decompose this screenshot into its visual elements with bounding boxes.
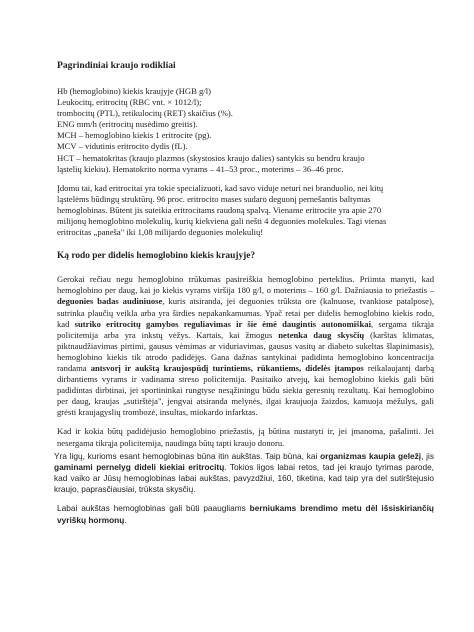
bold-phrase: netenka daug skysčių (278, 329, 365, 340)
intro-line: Įdomu tai, kad eritrocitai yra tokie specializuoti, kad savo viduje neturi nei branduolio, nei kitų (57, 182, 384, 193)
bold-phrase: gaminami pernelyg dideli kiekiai eritrocitų (54, 461, 225, 472)
intro-line: ląstelėms būdingų struktūrų. 96 proc. eritrocito mases sudaro deguonį pernešantis baltymas (57, 193, 371, 204)
intro-line: eritrocitas „paneša" iki 1,08 milijardo deguonies molekulių! (57, 227, 264, 238)
index-line: MCH – hemoglobino kiekis 1 eritrocite (pg). (57, 130, 212, 141)
cause-paragraph: Kad ir kokia būtų padidėjusio hemoglobino priežastis, ją būtina nustatyti ir, jei įmanoma, pašalinti. Jei nesergama tikrąja policitemija, naudinga būtų tapti kraujo donoru. (57, 426, 434, 448)
excess-hemoglobin-paragraph: Gerokai rečiau negu hemoglobino trūkumas pasireiškia hemoglobino perteklius. Priimta manyti, kad hemoglobino per daug, kai jo kiekis vyrams viršija 180 g/l, o moterims – 160 g/l. Dažniausia to priežastis – deguonies badas audiniuose, kuris atsiranda, jei deguonies trūksta ore (kalnuose, tvankiose patalpose), sutrinka plaučių veikla arba yra širdies nepakankamumas. Ypač retai per didelis hemoglobino kiekis rodo, kad sutriko eritrocitų gamybos reguliavimas ir šie ėmė daugintis autonomiškai, sergama tikrąja policitemija arba yra inkstų vėžys. Kartais, kai žmogus netenka daug skysčių (karštas klimatas, piktnaudžiavimas pirtimi, gausus vėmimas ar viduriavimas, gausus vasitų ar diabeto sukeltas šlapinimasis), hemoglobino kiekis tik atrodo padidėjęs. Gana dažnas santykinai padidinta hemoglobino koncentracija randama antsvorį ir aukštą kraujospūdį turintiems, rūkantiems, didelės įtampos reikalaujantį darbą dirbantiems vyrams ir vadinama streso policitemija. Pasitaiko atvejų, kai hemoglobino kiekis gali būti padidintas dirbtinai, jei sportininkai rungtyse nesąžiningu būdu siekia geresnių rezultatų. Kai hemoglobino per daug, kraujas „sutirštėja", jengvai atsiranda melynės, ilgai kraujuoja žaizdos, kamuoja mėžulys, gali grėsti kraujagyslių trombozė, insultas, miokardo infarktas. (57, 274, 435, 418)
bold-phrase: sutriko eritrocitų gamybos reguliavimas ir šie ėmė daugintis autonomiškai (74, 318, 371, 329)
intro-line: hemoglobinas. Būtent jis suteikia eritrocitams raudoną spalvą. Viename eritrocite yra apie 270 (57, 204, 382, 215)
bold-phrase: deguonies badas audiniuose (57, 296, 163, 307)
intro-line: milijonų hemoglobino molekulių, kurių kiekviena gali nešti 4 deguonies molekules. Tagi vienas (57, 216, 387, 227)
section-heading: Ką rodo per didelis hemoglobino kiekis kraujyje? (57, 251, 256, 262)
index-line: ląstelių kiekiu). Hematokrito norma vyrams – 41–53 proc., moterims – 36–46 proc. (57, 163, 344, 174)
bold-phrase: berniukams brendimo metu dėl išsiskiriančių vyriškų hormonų (57, 503, 434, 525)
index-line: Hb (hemoglobino) kiekis kraujyje (HGB g/l) (57, 86, 211, 96)
index-line: MCV – vidutinis eritrocito dydis (fL). (57, 141, 188, 152)
index-line: HCT – hematokritas (kraujo plazmos (skystosios kraujo dalies) santykis su bendru kraujo (57, 152, 365, 163)
index-line: Leukocitų, eritrocitų (RBC vnt. × 1012/l); (57, 97, 202, 108)
intro-paragraph (57, 183, 434, 238)
rare-diseases-paragraph: Yra ligų, kurioms esant hemoglobinas būna itin aukštas. Taip būna, kai organizmas kaupia geležį, jis gaminami pernelyg dideli kiekiai eritrocitų. Tokios ligos labai retos, tad jei kraujo tyrimas parode, kad vaiko ar Jūsų hemoglobinas labai aukštas, pavyzdžiui, 160, tiketina, kad taip yra del sutirštejusio kraujo, paprasčiausiai, trūksta skysčių. (54, 450, 434, 495)
document-title: Pagrindiniai kraujo rodikliai (57, 60, 176, 71)
index-line: trombocitų (PTL), retikulocitų (RET) skaičius (%). (57, 108, 233, 119)
bold-phrase: antsvorį ir aukštą kraujospūdį turintiems, rūkantiems, didelės įtampos (90, 362, 364, 373)
index-line: ENG mm/h (eritrocitų nusėdimo greitis). (57, 119, 198, 130)
bold-phrase: organizmas kaupia geležį (320, 450, 422, 461)
blood-indices-list (57, 86, 434, 175)
teen-boys-paragraph: Labai aukštas hemoglobinas gali būti paaugliams berniukams brendimo metu dėl išsiskiriančių vyriškų hormonų. (57, 503, 434, 525)
